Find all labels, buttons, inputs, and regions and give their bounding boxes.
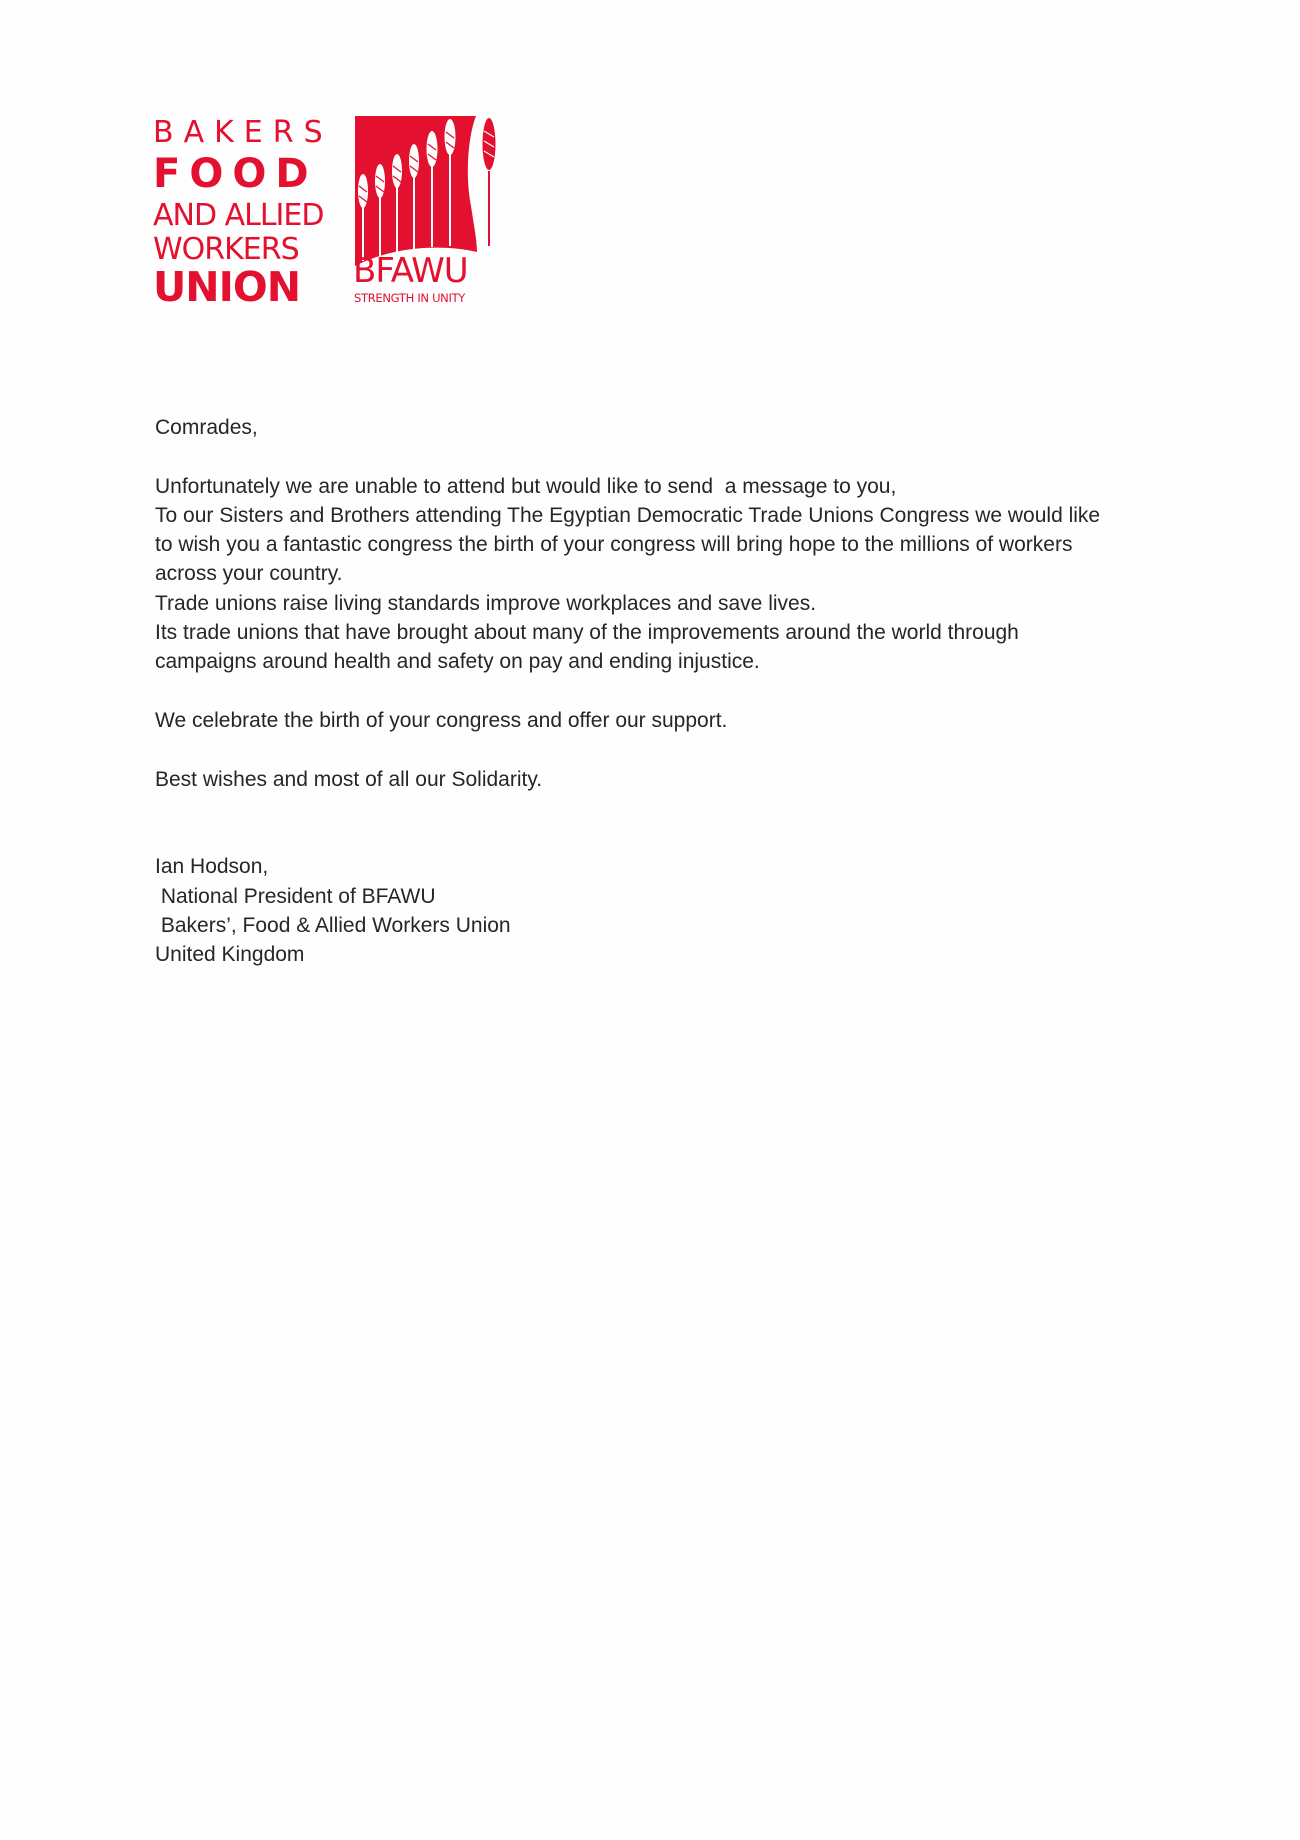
logo-motto: STRENGTH IN UNITY [354,291,466,305]
closing-line: Best wishes and most of all our Solidarity. [155,767,543,791]
signature-organisation: Bakers’, Food & Allied Workers Union [155,914,511,938]
signature-country: United Kingdom [155,943,305,967]
logo-line-workers: WORKERS [153,232,299,267]
logo-abbreviation: BFAWU [353,251,468,291]
salutation: Comrades, [155,416,258,439]
logo-line-and-allied: AND ALLIED [153,198,324,233]
body-line: to wish you a fantastic congress the birth of your congress will bring hope to the millions of workers [155,533,1073,557]
logo-line-bakers: BAKERS [153,115,333,150]
letter-body [155,413,1175,970]
signature-name: Ian Hodson, [155,855,269,879]
body-line: To our Sisters and Brothers attending The Egyptian Democratic Trade Unions Congress we would like [155,503,1101,527]
bfawu-logo [150,112,510,312]
logo-line-union: UNION [153,263,301,311]
body-line: campaigns around health and safety on pay and ending injustice. [155,650,760,674]
logo-line-food: FOOD [153,151,318,197]
signature-title: National President of BFAWU [155,884,436,908]
body-line: Unfortunately we are unable to attend but would like to send a message to you, [155,474,897,498]
body-line: Its trade unions that have brought about many of the improvements around the world through [155,621,1019,645]
support-line: We celebrate the birth of your congress and offer our support. [155,708,728,732]
body-line: Trade unions raise living standards improve workplaces and save lives. [155,591,817,615]
body-line: across your country. [155,562,343,586]
